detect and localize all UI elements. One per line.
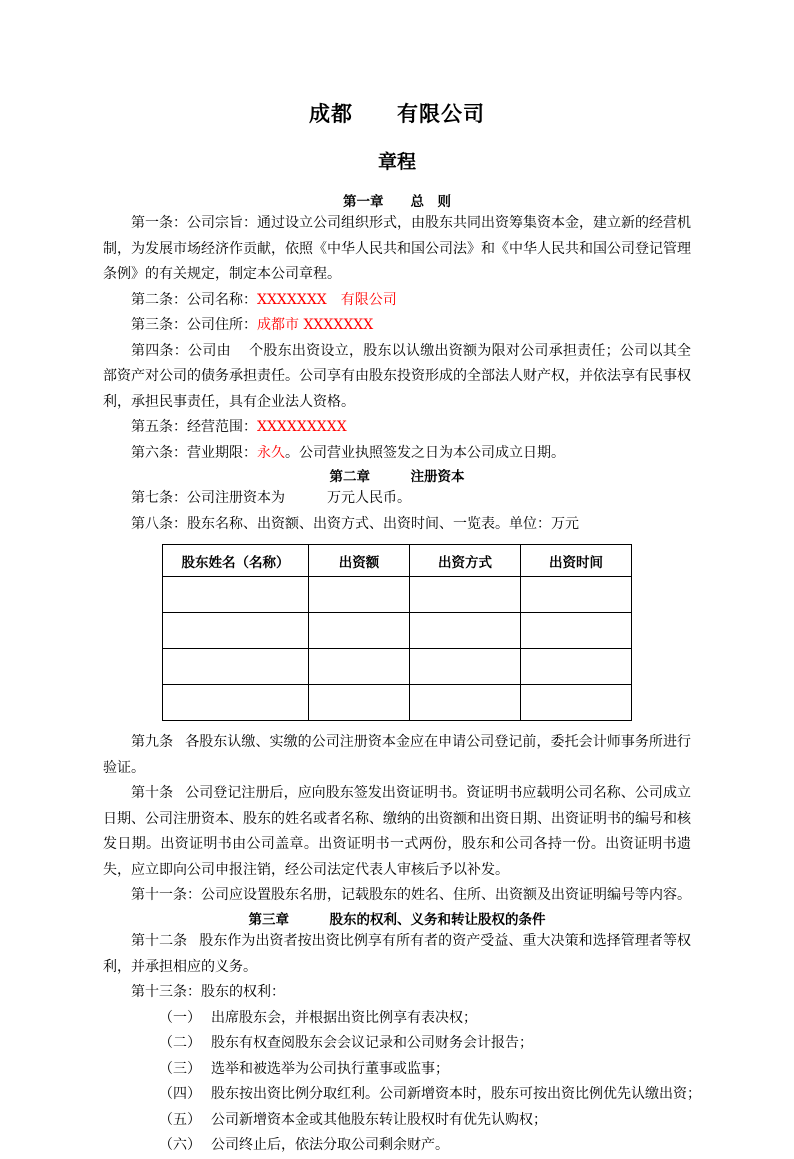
company-address-value: 成都市 XXXXXXX [257,317,374,334]
list-item-label: 选举和被选举为公司执行董事或监事； [211,1060,449,1077]
article-8-text: 股东名称、出资额、出资方式、出资时间、一览表。单位：万元 [187,515,579,532]
list-item-label: 股东按出资比例分取红利。公司新增资本时，股东可按出资比例优先认缴出资； [211,1086,701,1103]
article-1-text: 公司宗旨：通过设立公司组织形式，由股东共同出资筹集资本金，建立新的经营机制，为发展市场经济作贡献，依照《中华人民共和国公司法》和《中华人民共和国公司登记管理条例》的有关规定，制定本公司章程。 [103,215,691,283]
article-2-label: 第二条：公司名称： [131,291,257,308]
table-cell[interactable] [163,577,309,613]
chapter-3-heading: 第三章 股东的权利、义务和转让股权的条件 [248,911,546,928]
table-cell[interactable] [309,577,410,613]
company-name-value: XXXXXXX 有限公司 [257,291,397,308]
table-header-contribution-time: 出资时间 [521,545,632,577]
list-item-marker: （三） [159,1060,201,1077]
article-9-paragraph [103,730,691,781]
list-item-marker: （五） [159,1111,201,1128]
table-cell[interactable] [521,685,632,721]
table-cell[interactable] [410,577,521,613]
article-13-label: 第十三条： [131,984,201,1001]
list-item-marker: （一） [159,1009,201,1026]
article-10-label: 第十条 [131,785,174,802]
article-7-label: 第七条：公司注册资本为 [131,490,285,507]
article-7-paragraph [103,486,691,512]
article-12-paragraph [103,929,691,980]
table-row [163,577,632,613]
table-cell[interactable] [521,577,632,613]
list-item [103,1006,691,1032]
table-row [163,685,632,721]
list-item [103,1082,701,1108]
chapter-1-heading: 第一章 总 则 [343,193,451,210]
list-item-marker: （四） [159,1086,201,1103]
table-header-contribution-method: 出资方式 [410,545,521,577]
table-cell[interactable] [163,685,309,721]
list-item-marker: （二） [159,1035,201,1052]
list-item [103,1133,691,1159]
article-11-paragraph [103,883,691,909]
business-term-value: 永久 [257,444,285,461]
chapter-2-heading: 第二章 注册资本 [329,469,465,486]
article-12-text: 股东作为出资者按出资比例享有所有者的资产受益、重大决策和选择管理者等权利，并承担相应的义务。 [103,933,692,975]
article-6-paragraph [103,441,691,467]
article-1-label: 第一条： [131,215,187,232]
table-cell[interactable] [309,613,410,649]
table-header-row [163,545,632,577]
business-scope-value: XXXXXXXXX [257,419,347,436]
article-13-paragraph [103,980,691,1006]
article-1-paragraph [103,211,691,288]
article-8-label: 第八条： [131,515,187,532]
table-cell[interactable] [410,685,521,721]
article-13-text: 股东的权利： [201,984,285,1001]
article-5-paragraph [103,415,691,441]
article-6-label: 第六条：营业期限： [131,444,257,461]
article-5-label: 第五条：经营范围： [131,419,257,436]
article-8-paragraph [103,512,691,538]
article-3-label: 第三条：公司住所： [131,317,257,334]
article-9-label: 第九条 [131,734,174,751]
table-row [163,649,632,685]
article-10-paragraph [103,781,691,883]
table-cell[interactable] [309,685,410,721]
article-12-label: 第十二条 [131,933,188,950]
list-item-label: 公司终止后，依法分取公司剩余财产。 [211,1137,449,1154]
list-item [103,1031,691,1057]
page-title: 成都 有限公司 [309,101,485,126]
table-cell[interactable] [521,649,632,685]
article-2-paragraph [103,288,691,314]
article-11-label: 第十一条： [131,887,201,904]
table-header-contribution-amount: 出资额 [309,545,410,577]
list-item-label: 出席股东会，并根据出资比例享有表决权； [211,1009,477,1026]
page-subtitle: 章程 [377,151,416,174]
table-cell[interactable] [309,649,410,685]
article-3-paragraph [103,313,691,339]
article-9-text: 各股东认缴、实缴的公司注册资本金应在申请公司登记前，委托会计师事务所进行验证。 [103,734,692,776]
list-item-label: 公司新增资本金或其他股东转让股权时有优先认购权； [211,1111,547,1128]
table-header-shareholder-name: 股东姓名（名称） [163,545,309,577]
table-row [163,613,632,649]
list-item [103,1108,691,1134]
article-7-text: 万元人民币。 [327,490,411,507]
article-4-text: 个股东出资设立，股东以认缴出资额为限对公司承担责任；公司以其全部资产对公司的债务承担责任。公司享有由股东投资形成的全部法人财产权，并依法享有民事权利，承担民事责任，具有企业法人资格。 [103,342,691,410]
article-6-text: 。公司营业执照签发之日为本公司成立日期。 [285,444,565,461]
table-cell[interactable] [163,649,309,685]
table-cell[interactable] [163,613,309,649]
table-cell[interactable] [410,649,521,685]
article-10-text: 公司登记注册后，应向股东签发出资证明书。资证明书应载明公司名称、公司成立日期、公司注册资本、股东的姓名或者名称、缴纳的出资额和出资日期、出资证明书的编号和核发日期。出资证明书由公司盖章。出资证明书一式两份，股东和公司各持一份。出资证明书遗失，应立即向公司申报注销，经公司法定代表人审核后予以补发。 [103,785,692,878]
shareholder-table [162,544,632,721]
table-cell[interactable] [410,613,521,649]
table-cell[interactable] [521,613,632,649]
article-4-label: 第四条：公司由 [131,342,231,359]
list-item-label: 股东有权查阅股东会会议记录和公司财务会计报告； [211,1035,533,1052]
article-11-text: 公司应设置股东名册，记载股东的姓名、住所、出资额及出资证明编号等内容。 [201,887,691,904]
document-content [103,0,701,1159]
article-4-paragraph [103,339,691,416]
list-item-marker: （六） [159,1137,201,1154]
list-item [103,1057,691,1083]
shareholder-table-container [103,537,691,730]
